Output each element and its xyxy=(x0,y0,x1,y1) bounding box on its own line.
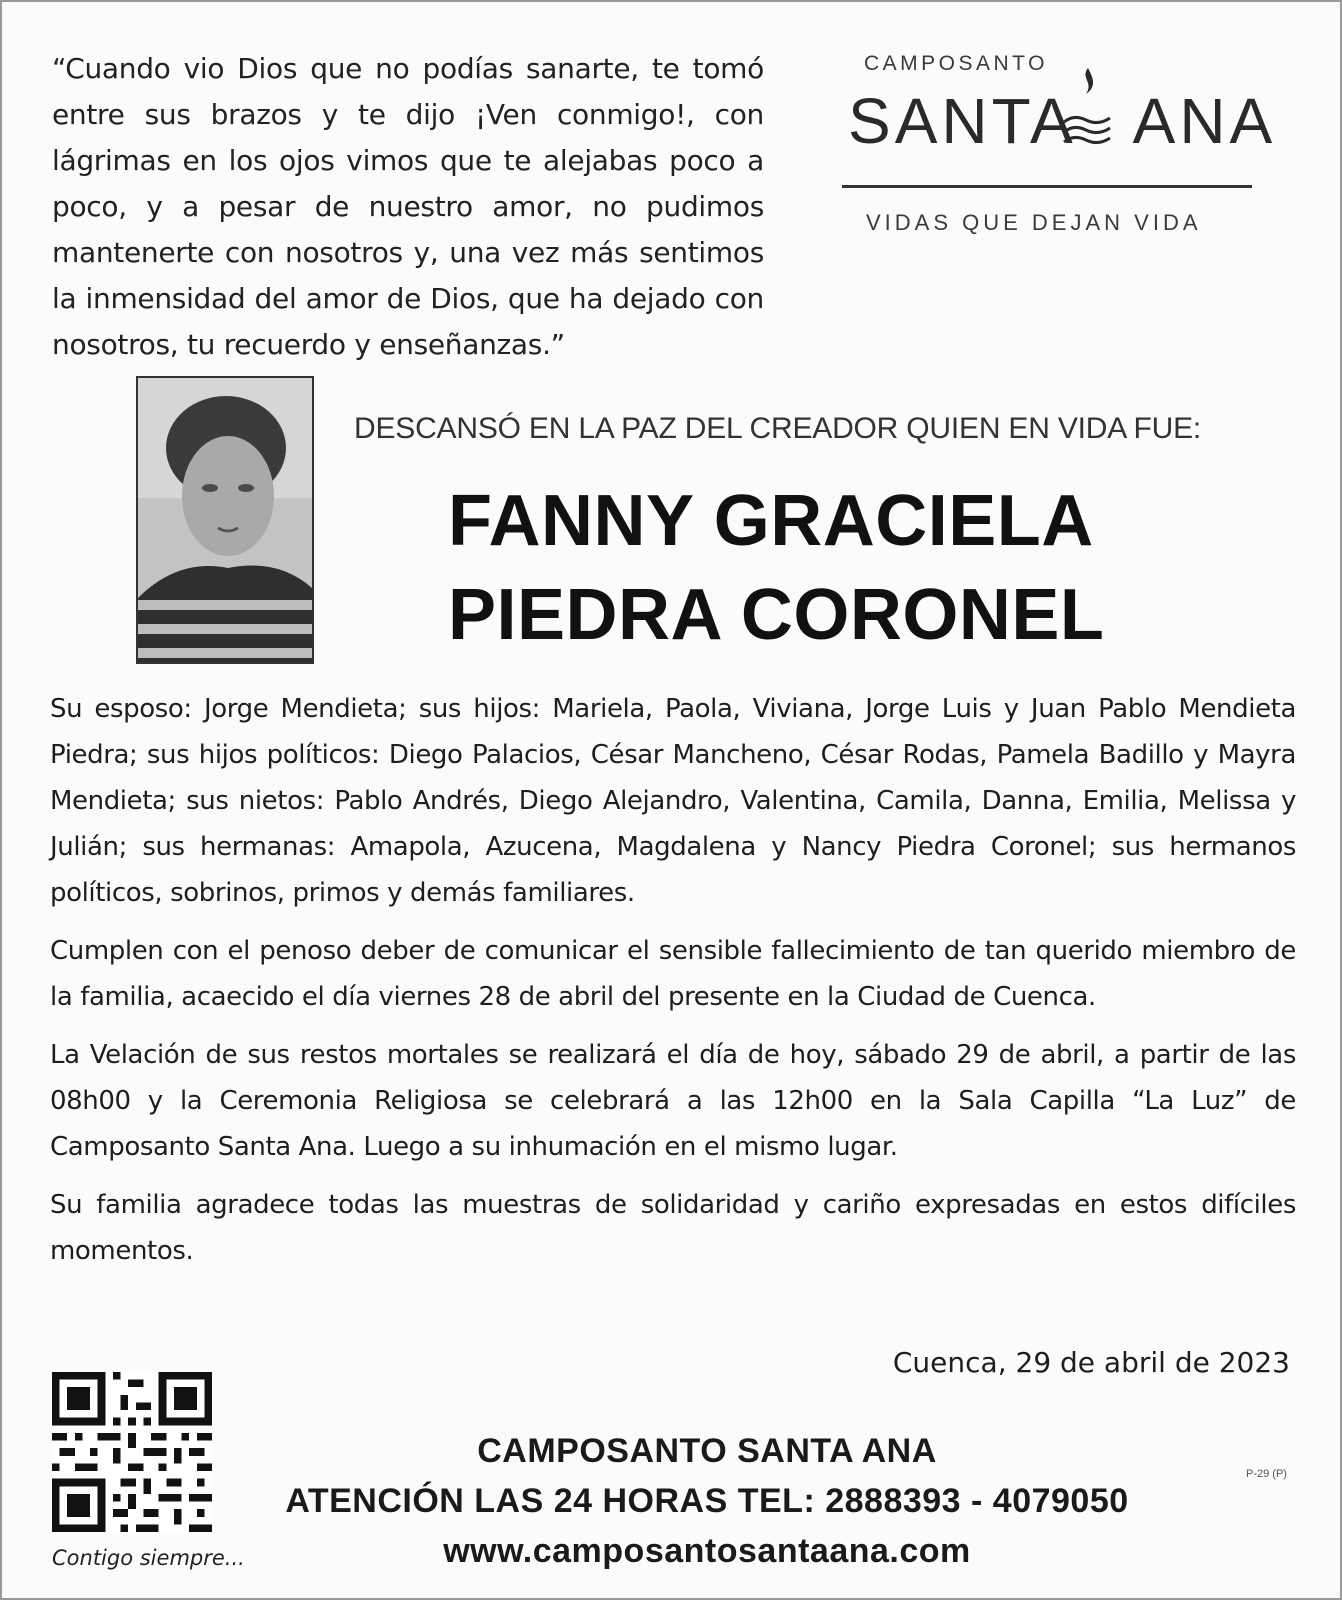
family-paragraph: Su esposo: Jorge Mendieta; sus hijos: Mariela, Paola, Viviana, Jorge Luis y Juan Pablo Mendieta Piedra; sus hijos políticos: Diego Palacios, César Mancheno, César Rodas, Pamela Badillo y Mayra Mendieta; sus nietos: Pablo Andrés, Diego Alejandro, Valentina, Camila, Danna, Emilia, Melissa y Julián; sus hermanas: Amapola, Azucena, Magdalena y Nancy Piedra Coronel; sus hermanos políticos, sobrinos, primos y demás familiares. xyxy=(50,694,1296,908)
camposanto-logo xyxy=(848,48,1278,258)
ad-code: P-29 (P) xyxy=(1246,1468,1287,1480)
death-paragraph: Cumplen con el penoso deber de comunicar el sensible fallecimiento de tan querido miembro de la familia, acaecido el día viernes 28 de abril del presente en la Ciudad de Cuenca. xyxy=(50,936,1296,1012)
thanks-paragraph: Su familia agradece todas las muestras de solidaridad y cariño expresadas en estos difíciles momentos. xyxy=(50,1190,1296,1266)
name-line-1: FANNY GRACIELA xyxy=(448,481,1094,561)
logo-word-right: ANA xyxy=(1132,85,1277,157)
logo-top-text: CAMPOSANTO xyxy=(864,52,1048,75)
portrait-photo xyxy=(136,376,314,664)
ceremony-paragraph: La Velación de sus restos mortales se realizará el día de hoy, sábado 29 de abril, a partir de las 08h00 y la Ceremonia Religiosa se celebrará a las 12h00 en la Sala Capilla “La Luz” de Camposanto Santa Ana. Luego a su inhumación en el mismo lugar. xyxy=(50,1040,1296,1162)
deceased-name xyxy=(448,474,1208,662)
logo-word-left: SANTA xyxy=(848,85,1077,157)
announcement-body xyxy=(50,686,1296,1286)
footer-contact xyxy=(242,1426,1172,1576)
flame-waves-icon xyxy=(1058,64,1114,160)
logo-tagline: VIDAS QUE DEJAN VIDA xyxy=(866,210,1202,235)
qr-code-icon xyxy=(52,1372,212,1532)
footer-phone: ATENCIÓN LAS 24 HORAS TEL: 2888393 - 4079050 xyxy=(285,1482,1129,1520)
footer-website: www.camposantosantaana.com xyxy=(443,1532,971,1570)
memorial-quote: “Cuando vio Dios que no podías sanarte, te tomó entre sus brazos y te dijo ¡Ven conmigo!, con lágrimas en los ojos vimos que te alejabas poco a poco, y a pesar de nuestro amor, no pudimos mantenerte con nosotros y, una vez más sentimos la inmensidad del amor de Dios, que ha dejado con nosotros, tu recuerdo y enseñanzas.” xyxy=(52,52,764,361)
lead-text: DESCANSÓ EN LA PAZ DEL CREADOR QUIEN EN VIDA FUE: xyxy=(354,412,1202,445)
logo-divider xyxy=(842,185,1252,188)
footer-company: CAMPOSANTO SANTA ANA xyxy=(477,1432,937,1470)
name-line-2: PIEDRA CORONEL xyxy=(448,575,1105,655)
tagline-contigo: Contigo siempre... xyxy=(52,1546,245,1570)
place-date: Cuenca, 29 de abril de 2023 xyxy=(892,1346,1290,1379)
